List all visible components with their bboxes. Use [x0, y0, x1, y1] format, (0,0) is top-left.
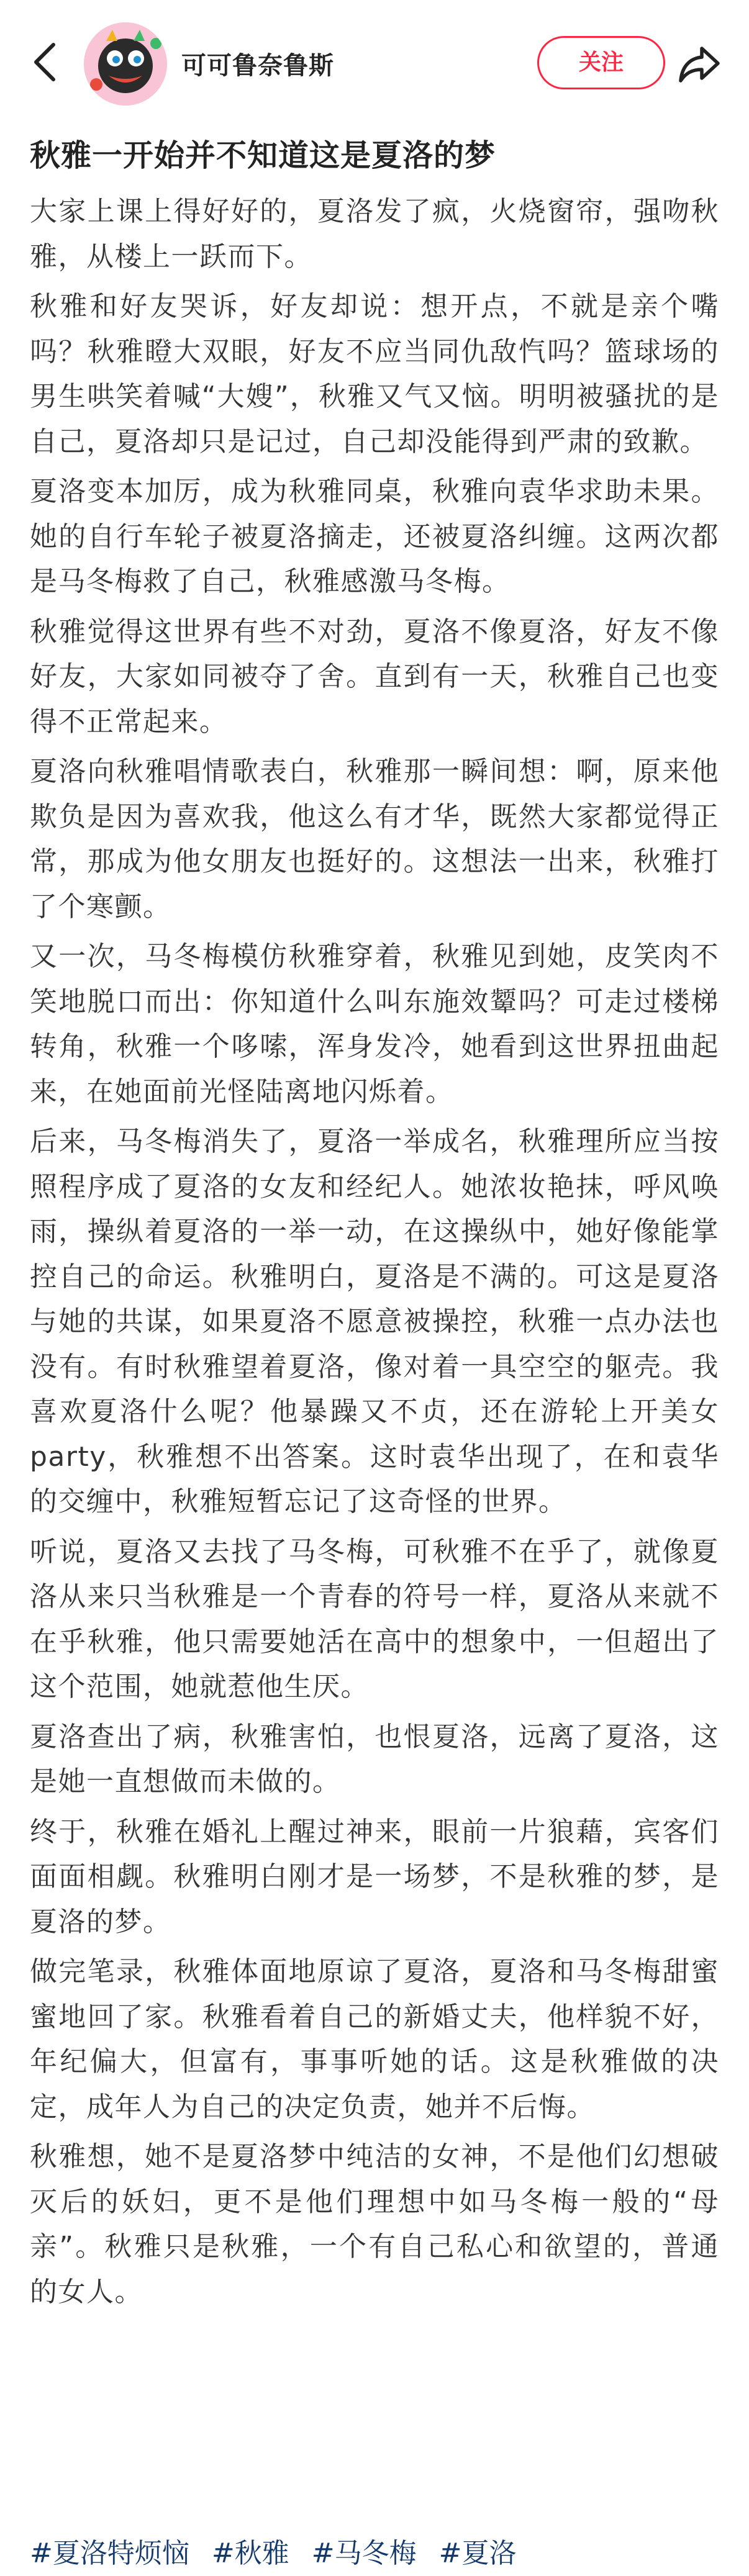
- paragraph: 后来，马冬梅消失了，夏洛一举成名，秋雅理所应当按照程序成了夏洛的女友和经纪人。她浓妆艳抹，呼风唤雨，操纵着夏洛的一举一动，在这操纵中，她好像能掌控自己的命运。秋雅明白，夏洛是不满的。可这是夏洛与她的共谋，如果夏洛不愿意被操控，秋雅一点办法也没有。有时秋雅望着夏洛，像对着一具空空的躯壳。我喜欢夏洛什么呢？他暴躁又不贞，还在游轮上开美女party，秋雅想不出答案。这时袁华出现了，在和袁华的交缠中，秋雅短暂忘记了这奇怪的世界。: [30, 1126, 719, 1517]
- author-name[interactable]: 可可鲁奈鲁斯: [181, 52, 334, 80]
- avatar-illustration-icon: [84, 22, 167, 106]
- tag-link[interactable]: #马冬梅: [311, 2538, 417, 2569]
- post-title: 秋雅一开始并不知道这是夏洛的梦: [30, 138, 496, 173]
- top-bar: [0, 0, 749, 124]
- tag-list: [30, 2531, 719, 2570]
- paragraph: 秋雅觉得这世界有些不对劲，夏洛不像夏洛，好友不像好友，大家如同被夺了舍。直到有一天，秋雅自己也变得不正常起来。: [30, 615, 719, 738]
- paragraph: 夏洛向秋雅唱情歌表白，秋雅那一瞬间想：啊，原来他欺负是因为喜欢我，他这么有才华，既然大家都觉得正常，那成为他女朋友也挺好的。这想法一出来，秋雅打了个寒颤。: [30, 756, 719, 923]
- avatar[interactable]: [84, 22, 167, 106]
- post-content: [30, 189, 719, 2320]
- paragraph: 夏洛变本加厉，成为秋雅同桌，秋雅向袁华求助未果。她的自行车轮子被夏洛摘走，还被夏洛纠缠。这两次都是马冬梅救了自己，秋雅感激马冬梅。: [30, 476, 719, 597]
- chevron-left-icon[interactable]: [27, 40, 65, 84]
- follow-button[interactable]: 关注: [537, 36, 665, 89]
- paragraph: 听说，夏洛又去找了马冬梅，可秋雅不在乎了，就像夏洛从来只当秋雅是一个青春的符号一样，夏洛从来就不在乎秋雅，他只需要她活在高中的想象中，一但超出了这个范围，她就惹他生厌。: [30, 1535, 719, 1702]
- paragraph: 夏洛查出了病，秋雅害怕，也恨夏洛，远离了夏洛，这是她一直想做而未做的。: [30, 1720, 719, 1797]
- paragraph: 做完笔录，秋雅体面地原谅了夏洛，夏洛和马冬梅甜蜜蜜地回了家。秋雅看着自己的新婚丈夫，他样貌不好，年纪偏大，但富有，事事听她的话。这是秋雅做的决定，成年人为自己的决定负责，她并不后悔。: [30, 1956, 719, 2123]
- tag-link[interactable]: #秋雅: [211, 2538, 289, 2569]
- paragraph: 秋雅想，她不是夏洛梦中纯洁的女神，不是他们幻想破灭后的妖妇，更不是他们理想中如马冬梅一般的“母亲”。秋雅只是秋雅，一个有自己私心和欲望的，普通的女人。: [30, 2141, 719, 2308]
- paragraph: 大家上课上得好好的，夏洛发了疯，火烧窗帘，强吻秋雅，从楼上一跃而下。: [30, 196, 719, 273]
- tag-link[interactable]: #夏洛: [438, 2538, 517, 2569]
- paragraph: 秋雅和好友哭诉，好友却说：想开点，不就是亲个嘴吗？秋雅瞪大双眼，好友不应当同仇敌忾吗？篮球场的男生哄笑着喊“大嫂”，秋雅又气又恼。明明被骚扰的是自己，夏洛却只是记过，自己却没能得到严肃的致歉。: [30, 291, 719, 458]
- share-icon[interactable]: [676, 41, 723, 88]
- tag-link[interactable]: #夏洛特烦恼: [30, 2538, 189, 2569]
- paragraph: 又一次，马冬梅模仿秋雅穿着，秋雅见到她，皮笑肉不笑地脱口而出：你知道什么叫东施效颦吗？可走过楼梯转角，秋雅一个哆嗦，浑身发冷，她看到这世界扭曲起来，在她面前光怪陆离地闪烁着。: [30, 941, 719, 1108]
- paragraph: 终于，秋雅在婚礼上醒过神来，眼前一片狼藉，宾客们面面相觑。秋雅明白刚才是一场梦，不是秋雅的梦，是夏洛的梦。: [30, 1815, 719, 1938]
